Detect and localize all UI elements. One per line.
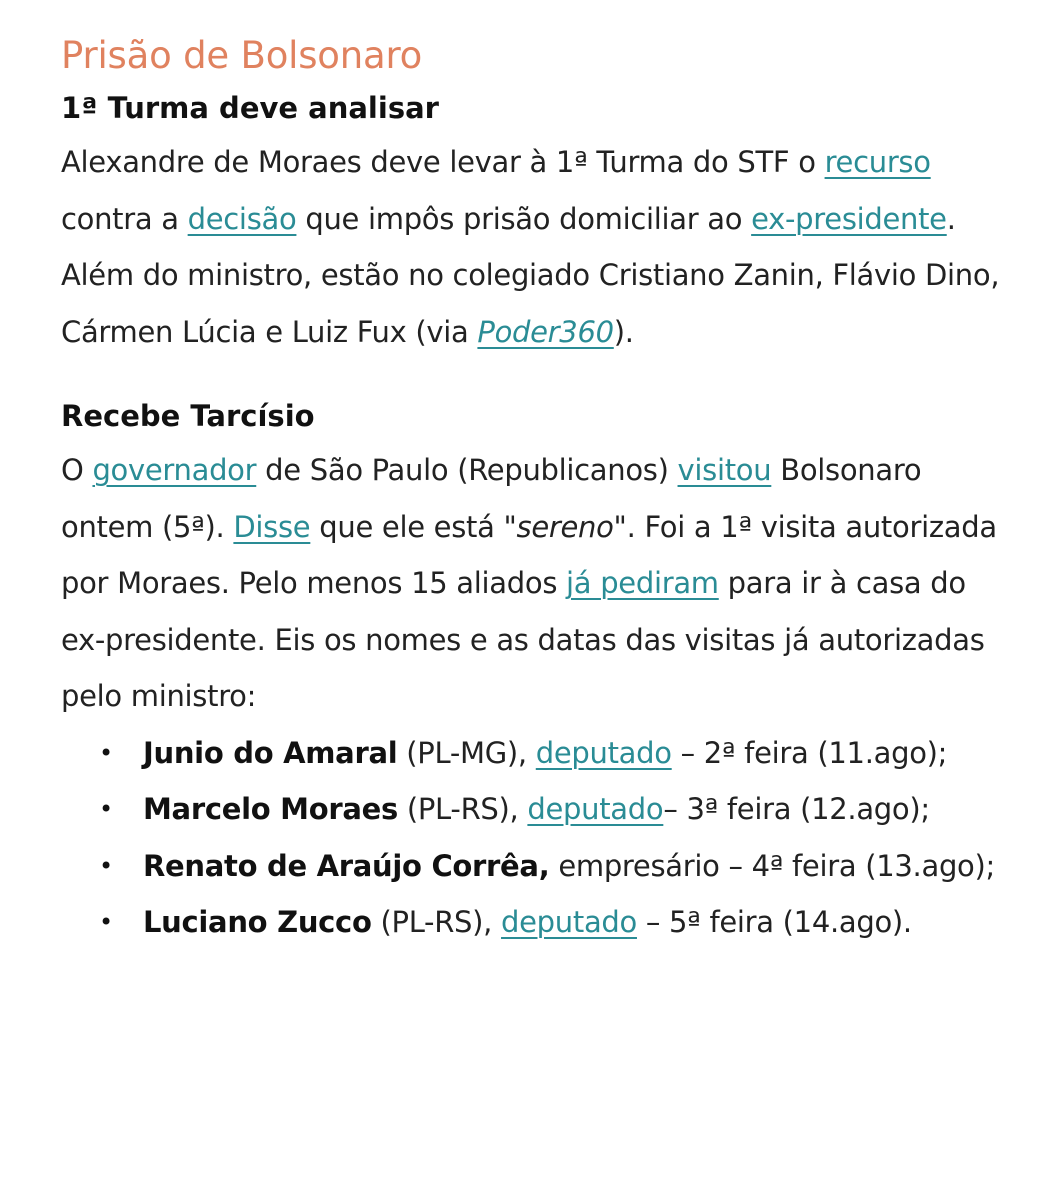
list-item-visit [99, 781, 1018, 838]
link-decisao[interactable]: decisão [187, 201, 297, 236]
text-run: Bolsonaro ontem (5ª). [61, 453, 922, 544]
subheading-turma: 1ª Turma deve analisar [61, 91, 439, 125]
visits-list [61, 725, 1018, 951]
bullet-icon: • [99, 851, 113, 880]
visitor-role-date: empresário – 4ª feira (13.ago); [549, 848, 995, 883]
visitor-party: (PL-RS), [397, 792, 528, 826]
text-run: contra a [61, 201, 188, 236]
visit-date: – 5ª feira (14.ago). [636, 905, 912, 939]
visitor-name: Renato de Araújo Corrêa, [143, 848, 550, 883]
text-run: . Além do ministro, estão no colegiado Cristiano Zanin, Flávio Dino, Cármen Lúcia e Luiz Fux (via [61, 201, 1000, 349]
text-run: que impôs prisão domiciliar ao [296, 201, 752, 236]
link-poder360[interactable] [477, 315, 613, 349]
link-visitou[interactable]: visitou [677, 453, 772, 487]
link-ja-pediram[interactable]: já pediram [566, 566, 719, 600]
link-governador[interactable]: governador [92, 453, 257, 487]
paragraph-turma [61, 134, 1018, 360]
text-run: que ele está [310, 509, 504, 544]
quote-sereno: "sereno" [503, 509, 627, 544]
subheading-tarcisio: Recebe Tarcísio [61, 399, 315, 433]
bullet-icon: • [99, 795, 113, 823]
visitor-name: Junio do Amaral [143, 735, 398, 770]
text-run: ). [613, 314, 634, 349]
visitor-party: (PL-RS), [371, 905, 502, 939]
visitor-party: (PL-MG), [397, 735, 536, 770]
paragraph-tarcisio [61, 442, 1018, 725]
text-run: de São Paulo (Republicanos) [256, 453, 678, 487]
section-title: Prisão de Bolsonaro [61, 34, 423, 77]
link-recurso[interactable]: recurso [824, 145, 931, 179]
text-run: Alexandre de Moraes deve levar à 1ª Turma do STF o [61, 145, 825, 179]
text-run: O [61, 453, 93, 487]
text-run: para ir à casa do ex-presidente. Eis os nomes e as datas das visitas já autorizadas pelo ministro: [61, 566, 985, 713]
list-item-visit [99, 838, 1018, 895]
list-item-visit [99, 725, 1018, 782]
visitor-name: Luciano Zucco [143, 905, 372, 939]
link-disse[interactable]: Disse [233, 509, 311, 544]
visitor-name: Marcelo Moraes [143, 792, 398, 826]
bullet-icon: • [99, 908, 113, 936]
link-deputado[interactable]: deputado [535, 735, 672, 770]
list-item-visit [99, 894, 1018, 951]
visit-date: – 2ª feira (11.ago); [671, 735, 948, 770]
poder360-label: Poder360 [477, 314, 614, 349]
link-deputado[interactable]: deputado [501, 905, 637, 939]
text-run: . Foi a 1ª visita autorizada por Moraes. Pelo menos 15 aliados [61, 509, 997, 600]
bullet-icon: • [99, 738, 113, 767]
link-ex-presidente[interactable]: ex-presidente [751, 201, 947, 236]
link-deputado[interactable]: deputado [527, 792, 664, 826]
visit-date: – 3ª feira (12.ago); [663, 792, 930, 826]
